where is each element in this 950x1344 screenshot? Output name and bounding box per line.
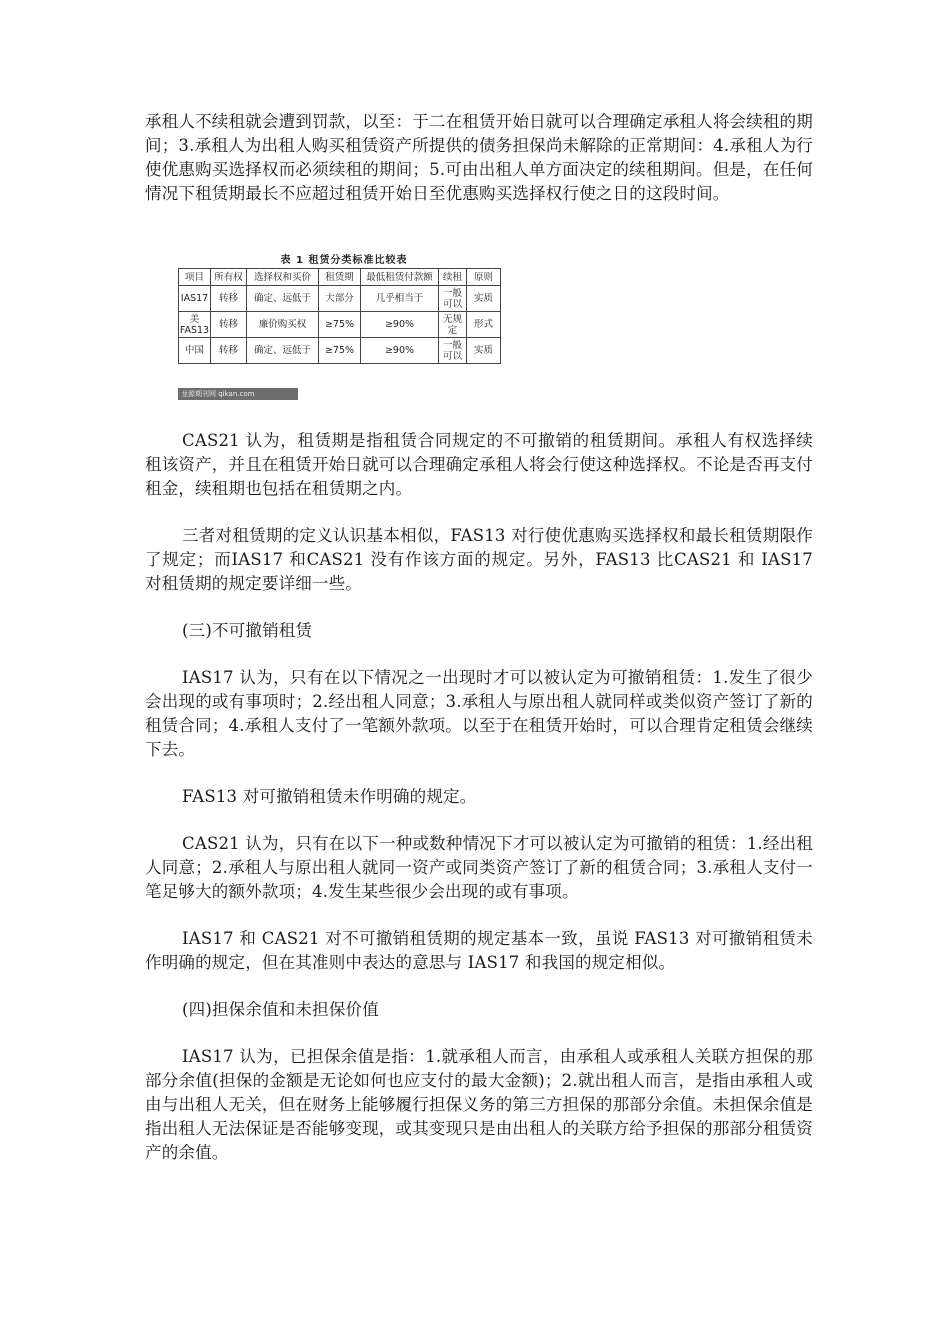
table-cell: 廉价购买权 <box>247 312 319 338</box>
journal-watermark: 龙源期刊网 qikan.com <box>178 388 298 400</box>
table-header-cell: 所有权 <box>211 269 247 286</box>
table-cell: 确定、远低于 <box>247 338 319 364</box>
table-cell: 几乎相当于 <box>361 286 439 312</box>
table-row <box>179 286 501 312</box>
table-cell: 美FAS13 <box>179 313 210 336</box>
paragraph-fas13-cancellable-lease: FAS13 对可撤销租赁未作明确的规定。 <box>182 787 477 806</box>
table-cell: 转移 <box>211 338 247 364</box>
paragraph-lease-term-ias17-continued: 承租人不续租就会遭到罚款，以至：于二在租赁开始日就可以合理确定承租人将会续租的期间；3.承租人为出租人购买租赁资产所提供的债务担保尚未解除的正常期间：4.承租人为行使优惠购买选择权而必须续租的期间；5.可由出租人单方面决定的续租期间。但是，在任何情况下租赁期最长不应超过租赁开始日至优惠购买选择权行使之日的这段时间。 <box>145 112 813 203</box>
paragraph-ias17-cancellable-lease: IAS17 认为，只有在以下情况之一出现时才可以被认定为可撤销租赁：1.发生了很少会出现的或有事项时；2.经出租人同意；3.承租人与原出租人就同样或类似资产签订了新的租赁合同；4.承租人支付了一笔额外款项。以至于在租赁开始时，可以合理肯定租赁会继续下去。 <box>145 668 813 759</box>
table-cell: 一般可以 <box>439 286 467 312</box>
paragraph-lease-term-comparison: 三者对租赁期的定义认识基本相似，FAS13 对行使优惠购买选择权和最长租赁期限作了规定；而IAS17 和CAS21 没有作该方面的规定。另外，FAS13 比CAS21 和 IAS17 对租赁期的规定要详细一些。 <box>145 526 813 593</box>
table-header-row <box>179 269 501 286</box>
table-cell: 实质 <box>467 338 501 364</box>
table-cell: 大部分 <box>319 286 361 312</box>
table-cell: ≥75% <box>319 312 361 338</box>
paragraph-ias17-residual-value: IAS17 认为，已担保余值是指：1.就承租人而言，由承租人或承租人关联方担保的那部分余值(担保的金额是无论如何也应支付的最大金额)；2.就出租人而言，是指由承租人或由与出租人无关，但在财务上能够履行担保义务的第三方担保的那部分余值。未担保余值是指出租人无法保证是否能够变现，或其变现只是由出租人的关联方给予担保的那部分租赁资产的余值。 <box>145 1047 813 1162</box>
table-cell: 转移 <box>211 286 247 312</box>
table-header-cell: 原则 <box>467 269 501 286</box>
table-header-cell: 最低租赁付款额 <box>361 269 439 286</box>
table-cell: 实质 <box>467 286 501 312</box>
table-header-cell: 项目 <box>179 269 211 286</box>
lease-classification-table-figure <box>178 251 510 401</box>
section-heading-noncancellable-lease: (三)不可撤销租赁 <box>182 621 313 640</box>
table-caption: 表 1 租赁分类标准比较表 <box>280 255 408 266</box>
section-heading-residual-value: (四)担保余值和未担保价值 <box>182 1000 379 1019</box>
table-cell: 中国 <box>179 338 211 364</box>
table-cell: ≥90% <box>361 338 439 364</box>
paragraph-noncancellable-comparison: IAS17 和 CAS21 对不可撤销租赁期的规定基本一致，虽说 FAS13 对可撤销租赁未作明确的规定，但在其准则中表达的意思与 IAS17 和我国的规定相似。 <box>145 929 813 972</box>
table-cell: 转移 <box>211 312 247 338</box>
lease-classification-table <box>178 268 501 364</box>
table-cell: ≥90% <box>361 312 439 338</box>
paragraph-cas21-cancellable-lease: CAS21 认为，只有在以下一种或数种情况下才可以被认定为可撤销的租赁：1.经出租人同意；2.承租人与原出租人就同一资产或同类资产签订了新的租赁合同；3.承租人支付一笔足够大的额外款项；4.发生某些很少会出现的或有事项。 <box>145 834 813 901</box>
table-header-cell: 选择权和买价 <box>247 269 319 286</box>
table-header-cell: 续租 <box>439 269 467 286</box>
paragraph-cas21-lease-term: CAS21 认为，租赁期是指租赁合同规定的不可撤销的租赁期间。承租人有权选择续租该资产，并且在租赁开始日就可以合理确定承租人将会行使这种选择权。不论是否再支付租金，续租期也包括在租赁期之内。 <box>145 431 813 498</box>
table-cell: ≥75% <box>319 338 361 364</box>
table-cell: IAS17 <box>179 286 211 312</box>
table-header-cell: 租赁期 <box>319 269 361 286</box>
table-row <box>179 312 501 338</box>
table-cell: 确定、远低于 <box>247 286 319 312</box>
table-cell: 一般可以 <box>439 338 467 364</box>
table-cell: 无规定 <box>439 312 467 338</box>
document-body <box>145 110 813 1165</box>
table-cell: 形式 <box>467 312 501 338</box>
table-row <box>179 338 501 364</box>
